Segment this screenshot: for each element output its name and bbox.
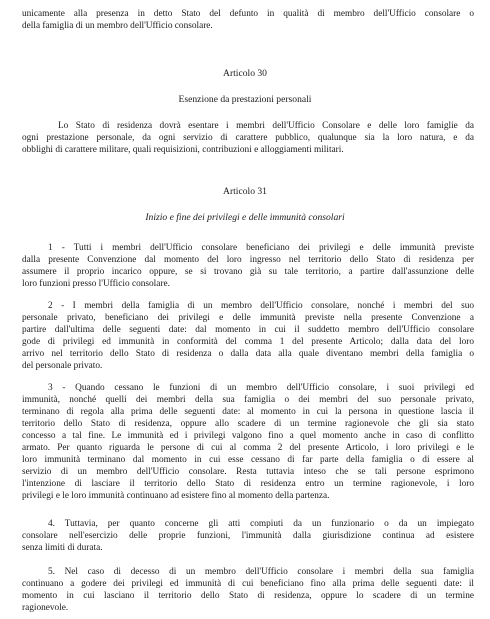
paragraph-1-line: 1 - Tutti i membri dell'Ufficio consolare beneficiano dei privilegi e delle immunità previste — [48, 243, 474, 253]
paragraph-2-line: gode di privilegi ed immunità in conformità del comma 1 del presente Articolo; dalla data del loro — [22, 337, 474, 347]
paragraph-2-line: 2 - I membri della famiglia di un membro dell'Ufficio consolare, nonché i membri del suo — [48, 301, 474, 311]
paragraph-3-line: terminano di regola alla prima delle seguenti date: al momento in cui la persona in questione lascia il — [22, 407, 474, 417]
paragraph-2-line: personale privato, beneficiano dei privilegi e delle immunità previste nella presente Convenzione a — [22, 313, 474, 323]
article-30-line: ogni prestazione personale, da ogni servizio di carattere pubblico, qualunque sia la loro natura, e da — [22, 133, 474, 143]
paragraph-4-line: senza limiti di durata. — [22, 543, 103, 553]
paragraph-2-line: arrivo nel territorio dello Stato di residenza o dalla data alla quale diventano membri della famiglia o — [22, 349, 474, 359]
paragraph-5-line: continuano a godere dei privilegi ed immunità di cui beneficiano fino alla prima delle seguenti date: il — [22, 579, 474, 589]
intro-line: unicamente alla presenza in detto Stato del defunto in qualità di membro dell'Ufficio consolare o — [22, 9, 474, 19]
paragraph-1-line: loro funzioni presso l'Ufficio consolare. — [22, 279, 170, 289]
paragraph-3-line: immunità, nonché quelli dei membri della sua famiglia o dei membri del suo personale privato, — [22, 395, 474, 405]
article-30-subtitle: Esenzione da prestazioni personali — [178, 94, 312, 105]
article-30-heading: Articolo 30 — [223, 68, 267, 79]
paragraph-4-line: consolare nell'esercizio delle proprie funzioni, l'immunità dalla giurisdizione continua ad esistere — [22, 531, 474, 541]
paragraph-5-line: 5. Nel caso di decesso di un membro dell'Ufficio consolare i membri della sua famiglia — [48, 567, 474, 577]
paragraph-3-line: l'intenzione di lasciare il territorio dello Stato di residenza entro un termine ragionevole, i loro — [22, 479, 474, 489]
paragraph-3-line: servizio di un membro dell'Ufficio consolare. Resta tuttavia inteso che se tali persone esprimono — [22, 467, 474, 477]
paragraph-3-line: territorio dello Stato di residenza, oppure allo scadere di un termine ragionevole che gli sia stato — [22, 419, 474, 429]
paragraph-3-line: concesso a tal fine. Le immunità ed i privilegi valgono fino a quel momento anche in caso di conflitto — [22, 431, 474, 441]
paragraph-3-line: loro immunità terminano dal momento in cui esse cessano di far parte della famiglia o di essere al — [22, 455, 474, 465]
paragraph-4-line: 4. Tuttavia, per quanto concerne gli atti compiuti da un funzionario o da un impiegato — [48, 519, 474, 529]
paragraph-1-line: assumere il proprio incarico oppure, se si trovano già su tale territorio, a partire dall'assunzione delle — [22, 267, 474, 277]
article-30-line: Lo Stato di residenza dovrà esentare i membri dell'Ufficio Consolare e delle loro famiglie da — [58, 121, 474, 131]
paragraph-3-line: 3 - Quando cessano le funzioni di un membro dell'Ufficio consolare, i suoi privilegi ed — [48, 383, 474, 393]
paragraph-2-line: partire dall'ultima delle seguenti date: dal momento in cui il suddetto membro dell'Ufficio consolare — [22, 325, 474, 335]
article-30-line: obblighi di carattere militare, quali requisizioni, contribuzioni e alloggiamenti militari. — [22, 145, 344, 155]
paragraph-1-line: dalla presente Convenzione dal momento del loro ingresso nel territorio dello Stato di residenza per — [22, 255, 474, 265]
paragraph-5-line: ragionevole. — [22, 603, 69, 613]
paragraph-5-line: momento in cui lasciano il territorio dello Stato di residenza, oppure lo scadere di un termine — [22, 591, 474, 601]
paragraph-2-line: del personale privato. — [22, 361, 103, 371]
article-31-heading: Articolo 31 — [223, 186, 267, 197]
intro-line: della famiglia di un membro dell'Ufficio consolare. — [22, 21, 213, 31]
article-31-subtitle: Inizio e fine dei privilegi e delle immunità consolari — [145, 212, 345, 223]
paragraph-3-line: armato. Per quanto riguarda le persone di cui al comma 2 del presente Articolo, i loro privilegi e le — [22, 443, 474, 453]
paragraph-3-line: privilegi e le loro immunità continuano ad esistere fino al momento della partenza. — [22, 491, 330, 501]
